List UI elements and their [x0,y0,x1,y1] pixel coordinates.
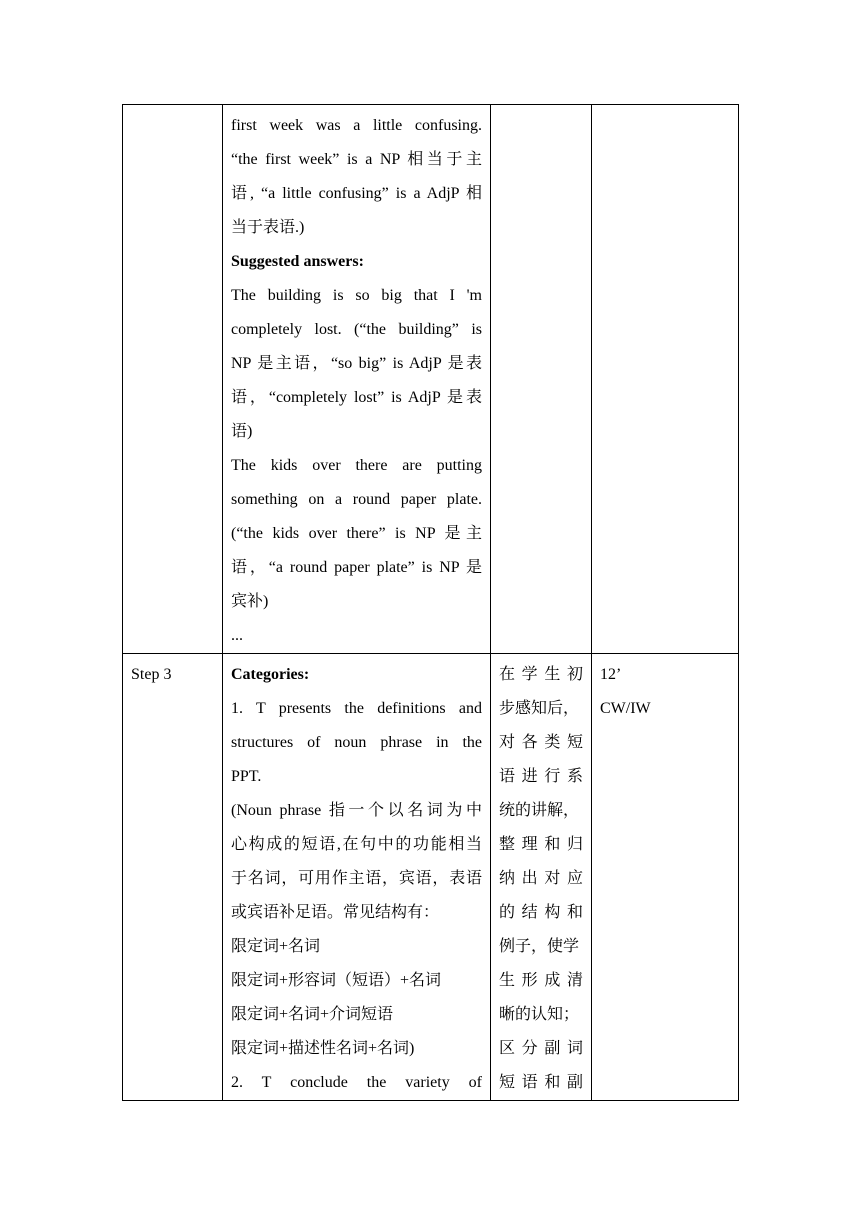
content-line: first week was a little confusing. [231,117,482,134]
step-label: Step 3 [131,666,172,683]
content-line: 当于表语.) [231,219,305,236]
table-row [123,105,739,654]
table-row [123,654,739,1101]
content-line: “the first week” is a NP 相当于主 [231,151,482,168]
structure-line: 限定词+形容词（短语）+名词 [231,972,442,989]
answer-line: completely lost. (“the building” is [231,321,482,338]
step-cell [123,654,223,1101]
ellipsis: ... [231,627,243,644]
content-line: 2. T conclude the variety of [231,1074,482,1091]
content-line: PPT. [231,768,262,785]
purpose-line: 在学生初 [499,666,583,683]
content-cell [223,105,491,654]
purpose-line: 语进行系 [499,768,583,785]
content-line: structures of noun phrase in the [231,734,482,751]
time-cell [592,105,739,654]
answer-line: 语，“a round paper plate” is NP 是 [231,559,482,576]
answer-line: 语) [231,423,253,440]
purpose-line: 整理和归 [499,836,583,853]
structure-line: 限定词+描述性名词+名词) [231,1040,415,1057]
duration-text: 12’ [600,666,622,683]
purpose-line: 步感知后， [499,700,580,717]
answer-line: (“the kids over there” is NP 是主 [231,525,482,542]
purpose-cell [491,654,592,1101]
lesson-plan-table [122,104,739,1101]
content-line: 语, “a little confusing” is a AdjP 相 [231,185,482,202]
step-cell [123,105,223,654]
structure-line: 限定词+名词+介词短语 [231,1006,394,1023]
structure-line: 限定词+名词 [231,938,321,955]
answer-line: NP 是主语，“so big” is AdjP 是表 [231,355,482,372]
content-cell [223,654,491,1101]
mode-text: CW/IW [600,700,651,717]
content-line: 心构成的短语,在句中的功能相当 [231,836,482,853]
purpose-line: 例子，使学 [499,938,580,955]
purpose-line: 区分副词 [499,1040,583,1057]
purpose-line: 生形成清 [499,972,583,989]
purpose-line: 对各类短 [499,734,583,751]
purpose-line: 纳出对应 [499,870,583,887]
content-line: 1. T presents the definitions and [231,700,482,717]
purpose-line: 的结构和 [499,904,583,921]
purpose-line: 短语和副 [499,1074,583,1091]
purpose-line: 晰的认知； [499,1006,580,1023]
answer-line: The kids over there are putting [231,457,482,474]
content-line: 于名词，可用作主语，宾语，表语 [231,870,482,887]
answer-line: The building is so big that I 'm [231,287,482,304]
answer-line: something on a round paper plate. [231,491,482,508]
content-line: (Noun phrase 指一个以名词为中 [231,802,482,819]
suggested-answers-label: Suggested answers: [231,253,364,270]
purpose-cell [491,105,592,654]
time-cell [592,654,739,1101]
purpose-line: 统的讲解， [499,802,580,819]
answer-line: 语，“completely lost” is AdjP 是表 [231,389,482,406]
content-line: 或宾语补足语。常见结构有： [231,904,440,921]
categories-label: Categories: [231,666,310,683]
answer-line: 宾补) [231,593,269,610]
